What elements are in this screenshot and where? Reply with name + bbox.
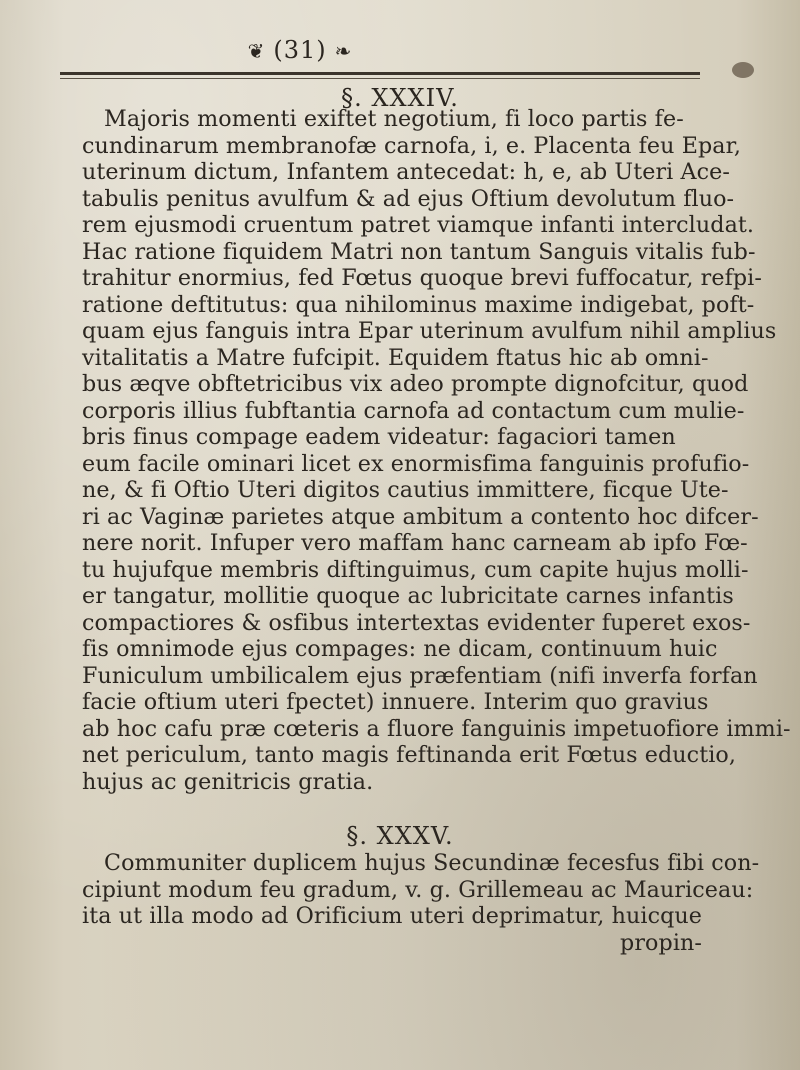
text-line: fis omnimode ejus compages: ne dicam, continuum huic (82, 636, 718, 662)
text-line: bris finus compage eadem videatur: fagaciori tamen (82, 424, 676, 450)
text-line: quam ejus fanguis intra Epar uterinum avulfum nihil amplius (82, 318, 777, 344)
section-34-body (82, 106, 791, 795)
section-35-body (82, 850, 760, 956)
header-rule-thin (60, 78, 700, 79)
text-line: Majoris momenti exiftet negotium, fi loco partis fe- (104, 106, 684, 132)
text-line: facie oftium uteri fpectet) innuere. Interim quo gravius (82, 689, 709, 715)
text-line: Funiculum umbilicalem ejus præfentiam (nifi inverfa forfan (82, 662, 758, 689)
text-line: rem ejusmodi cruentum patret viamque infanti intercludat. (82, 212, 755, 238)
text-line: cipiunt modum feu gradum, v. g. Grillemeau ac Mauriceau: (82, 876, 754, 903)
text-line: bus æqve obftetricibus vix adeo prompte dignofcitur, quod (82, 371, 749, 397)
text-line: vitalitatis a Matre fufcipit. Equidem ftatus hic ab omni- (82, 344, 709, 371)
text-line: cundinarum membranofæ carnofa, i, e. Placenta feu Epar, (82, 132, 742, 159)
text-line: Hac ratione fiquidem Matri non tantum Sanguis vitalis fub- (82, 238, 756, 265)
text-line: ab hoc cafu præ cœteris a fluore fanguinis impetuofiore immi- (82, 715, 791, 742)
header-rule (60, 72, 700, 75)
page-number: ❦ (31) ❧ (247, 36, 353, 64)
text-line: trahitur enormius, fed Fœtus quoque brevi fuffocatur, refpi- (82, 265, 762, 291)
text-line: er tangatur, mollitie quoque ac lubricitate carnes infantis (82, 583, 734, 609)
ink-blot (732, 62, 754, 78)
text-line: ita ut illa modo ad Orificium uteri deprimatur, huicque (82, 903, 703, 929)
text-line: nere norit. Infuper vero maffam hanc carneam ab ipfo Fœ- (82, 530, 748, 556)
text-line: eum facile ominari licet ex enormisfima fanguinis profufio- (82, 450, 750, 477)
text-line: ne, & fi Oftio Uteri digitos cautius immittere, ficque Ute- (82, 477, 729, 503)
section-heading-35: §. XXXV. (346, 822, 454, 850)
text-line: tabulis penitus avulfum & ad ejus Oftium devolutum fluo- (82, 185, 735, 212)
ornament-right-icon: ❧ (334, 39, 353, 63)
text-line: tu hujufque membris diftinguimus, cum capite hujus molli- (82, 556, 749, 583)
text-line: compactiores & osfibus intertextas evidenter fuperet exos- (82, 609, 751, 636)
ornament-left-icon: ❦ (247, 39, 266, 63)
text-line: ratione deftitutus: qua nihilominus maxime indigebat, poft- (82, 291, 755, 318)
text-line: corporis illius fubftantia carnofa ad contactum cum mulie- (82, 397, 745, 424)
text-line: Communiter duplicem hujus Secundinæ fecesfus fibi con- (104, 850, 760, 876)
text-line: ri ac Vaginæ parietes atque ambitum a contento hoc difcer- (82, 503, 759, 530)
text-line: net periculum, tanto magis feftinanda erit Fœtus eductio, (82, 742, 737, 768)
text-line: uterinum dictum, Infantem antecedat: h, e, ab Uteri Ace- (82, 159, 730, 185)
catchword: propin- (620, 929, 702, 956)
text-line: hujus ac genitricis gratia. (82, 768, 374, 795)
section-heading-34: §. XXXIV. (341, 84, 459, 112)
